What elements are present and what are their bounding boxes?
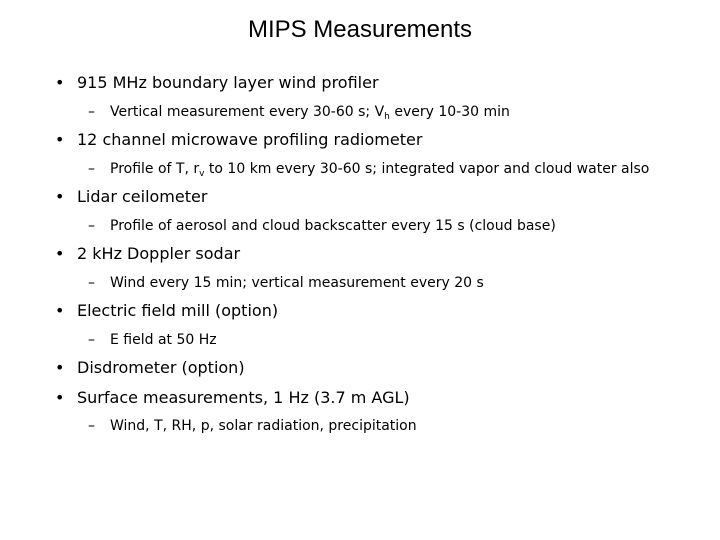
bullet-text: 12 channel microwave profiling radiometer <box>77 130 423 149</box>
dash-marker: – <box>88 418 95 434</box>
dash-marker: – <box>88 275 95 291</box>
sub-bullet-text: Wind, T, RH, p, solar radiation, precipitation <box>110 418 417 434</box>
bullet-marker: • <box>55 301 65 320</box>
sub-bullet-text: Wind every 15 min; vertical measurement every 20 s <box>110 275 484 291</box>
bullet-text: Electric field mill (option) <box>77 301 279 320</box>
bullet-marker: • <box>55 73 65 92</box>
dash-marker: – <box>88 218 95 234</box>
sub-bullet-text: E field at 50 Hz <box>110 332 217 348</box>
subscript: v <box>199 169 205 179</box>
bullet-text: Disdrometer (option) <box>77 358 245 377</box>
subscript: h <box>384 112 390 122</box>
dash-marker: – <box>88 104 95 120</box>
bullet-text: 915 MHz boundary layer wind profiler <box>77 73 379 92</box>
bullet-marker: • <box>55 388 65 407</box>
dash-marker: – <box>88 332 95 348</box>
bullet-text: Surface measurements, 1 Hz (3.7 m AGL) <box>77 388 410 407</box>
slide-title: MIPS Measurements <box>247 16 473 43</box>
bullet-marker: • <box>55 187 65 206</box>
bullet-text: 2 kHz Doppler sodar <box>77 244 241 263</box>
dash-marker: – <box>88 161 95 177</box>
bullet-marker: • <box>55 358 65 377</box>
bullet-text: Lidar ceilometer <box>77 187 208 206</box>
sub-bullet-text: Profile of aerosol and cloud backscatter every 15 s (cloud base) <box>110 218 556 234</box>
bullet-marker: • <box>55 244 65 263</box>
sub-bullet-text: Profile of T, $r_v$ to 10 km every 30-60 s; integrated vapor and cloud water also <box>110 161 650 179</box>
sub-bullet-text: Vertical measurement every 30-60 s; $V_h$ every 10-30 min <box>110 104 510 122</box>
bullet-marker: • <box>55 130 65 149</box>
